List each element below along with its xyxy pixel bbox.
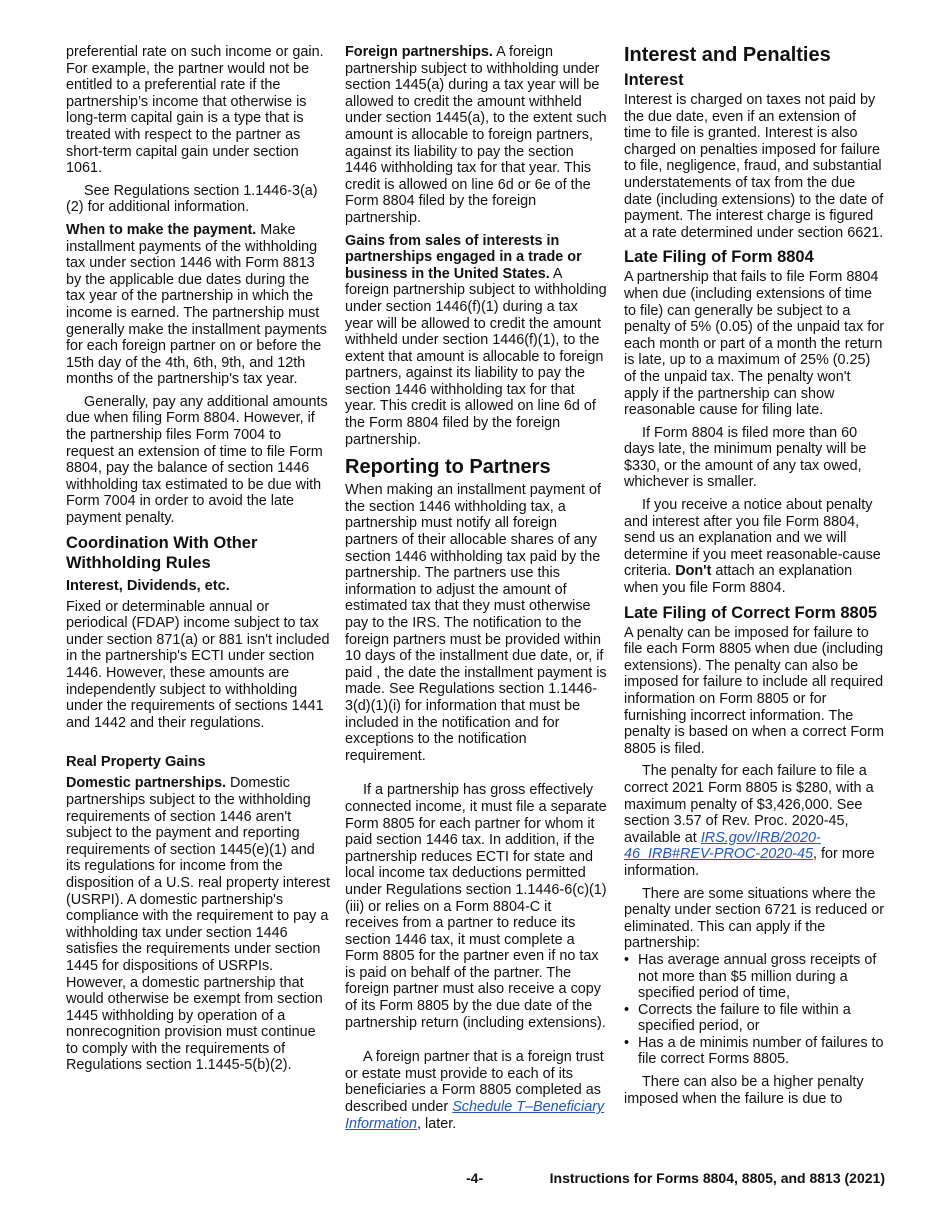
paragraph: A penalty can be imposed for failure to file each Form 8805 when due (including extensions). The penalty can also be imposed for failure to include all required information on Form 8805 or for furnishing incorrect information. The penalty is based on when a correct Form 8805 is filed.: [624, 624, 884, 757]
run-in-heading: When to make the payment.: [66, 221, 257, 238]
paragraph: [66, 222, 330, 388]
paragraph: [345, 44, 607, 227]
paragraph: Interest is charged on taxes not paid by the due date, even if an extension of time to file is granted. Interest is also charged on penalties imposed for failure to file, negligence, fraud, and substantial understatements of tax from the due date (including extensions) to the date of payment. The interest charge is figured at a rate determined under section 6621.: [624, 92, 884, 241]
page-number: -4-: [466, 1170, 484, 1186]
footer-title: Instructions for Forms 8804, 8805, and 8813 (2021): [549, 1170, 885, 1186]
paragraph: [624, 497, 886, 597]
bullet-icon: •: [624, 1034, 630, 1051]
paragraph-text: , later.: [417, 1115, 457, 1132]
section-heading-reporting: Reporting to Partners: [345, 456, 551, 479]
paragraph-text: The penalty for each failure to file a correct 2021 Form 8805 is $280, with a maximum penalty of $3,426,000. See section 3.57 of Rev. Proc. 2020-45, available at: [624, 763, 874, 846]
list-item-text: Has average annual gross receipts of not more than $5 million during a specified period of time,: [638, 951, 877, 1002]
paragraph: See Regulations section 1.1446-3(a)(2) for additional information.: [66, 182, 318, 216]
paragraph-text: attach an explanation when you file Form 8804.: [624, 563, 853, 597]
section-heading-interest-penalties: Interest and Penalties: [624, 44, 831, 66]
list-item-text: Corrects the failure to file within a specified period, or: [638, 1001, 851, 1035]
paragraph-text: Make installment payments of the withholding tax under section 1446 with Form 8813 by the applicable due dates during the tax year of the partnership in which the income is earned. The partnership must generally make the installment payments for each foreign partner on or before the 15th day of the 4th, 6th, 9th, and 12th months of the partnership's tax year.: [66, 221, 327, 388]
column-right: [624, 44, 886, 1113]
emphasis: Don't: [675, 563, 712, 580]
subheading-late-filing-8804: Late Filing of Form 8804: [624, 248, 814, 267]
paragraph-text: A foreign partnership subject to withholding under section 1446(f)(1) during a tax year will be allowed to credit the amount withheld under section 1446(f)(1), to the extent that amount is allocable to foreign partners, against its liability to pay the section 1446 withholding tax for that year. This credit is allowed on line 6d of the Form 8804 filed by the foreign partnership.: [345, 265, 607, 448]
paragraph: When making an installment payment of the section 1446 withholding tax, a partnership must notify all foreign partners of their allocable shares of any section 1446 withholding tax paid by the partnership. The partners use this information to adjust the amount of estimated tax that they must otherwise pay to the IRS. The notification to the foreign partners must be provided within 10 days of the installment due date, or, if paid , the date the installment payment is made. See Regulations section 1.1446-3(d)(1)(i) for information that must be included in the notification and for exceptions to the notification requirement.: [345, 482, 607, 764]
paragraph: There can also be a higher penalty imposed when the failure is due to: [624, 1074, 864, 1107]
bullet-icon: •: [624, 1001, 630, 1018]
paragraph: If a partnership has gross effectively connected income, it must file a separate Form 8805 for each partner for whom it paid section 1446 tax. In addition, if the partnership reduces ECTI for state and local income tax deductions permitted under Regulations section 1.1446-6(c)(1)(iii) or relies on a Form 8804-C it receives from a partner to reduce its section 1446 tax, it must complete a Form 8805 for the partner even if no tax is paid on behalf of the partner. The foreign partner must also receive a copy of its Form 8805 by the due date of the partnership return (including extensions).: [345, 782, 607, 1031]
paragraph: [66, 775, 330, 1074]
paragraph: [345, 233, 607, 449]
run-in-heading: Gains from sales of interests in partnerships engaged in a trade or business in the United States.: [345, 232, 582, 282]
subheading-real-property-gains: Real Property Gains: [66, 754, 206, 771]
irs-rev-proc-link[interactable]: IRS.gov/IRB/2020-46_IRB#REV-PROC-2020-45: [624, 829, 821, 863]
paragraph-text: If you receive a notice about penalty and interest after you file Form 8804, send us an explanation and we will determine if you meet reasonable-cause criteria.: [624, 497, 881, 580]
paragraph: Fixed or determinable annual or periodical (FDAP) income subject to tax under section 871(a) or 881 isn't included in the partnership's ECTI under section 1446. However, these amounts are independently subject to withholding under the requirements of sections 1441 and 1442 and their regulations.: [66, 598, 330, 731]
paragraph: If Form 8804 is filed more than 60 days late, the minimum penalty will be $330, or the amount of any tax owed, whichever is smaller.: [624, 424, 867, 491]
list-item: [624, 1035, 886, 1068]
subheading-interest-dividends: Interest, Dividends, etc.: [66, 577, 230, 594]
paragraph-text: , for more information.: [624, 846, 875, 879]
section-heading-coordination: Coordination With Other Withholding Rules: [66, 533, 258, 572]
paragraph: Generally, pay any additional amounts due when filing Form 8804. However, if the partnership files Form 7004 to request an extension of time to file Form 8804, pay the balance of section 1446 withholding tax estimated to be due with Form 7004 in order to avoid the late payment penalty.: [66, 393, 328, 527]
list-item-text: Has a de minimis number of failures to file correct Forms 8805.: [638, 1034, 884, 1068]
paragraph-text: A foreign partnership subject to withholding under section 1445(a) during a tax year will be allowed to credit the amount withheld under section 1445(a), to the extent such amount is allocable to foreign partners, against its liability to pay the section 1446 withholding tax for that year. This credit is allowed on line 6d or 6e of the Form 8804 filed by the foreign partnership.: [345, 44, 607, 226]
paragraph: [345, 1049, 607, 1132]
paragraph-text: A foreign partner that is a foreign trust or estate must provide to each of its beneficiaries a Form 8805 completed as described under: [345, 1049, 604, 1116]
paragraph: A partnership that fails to file Form 8804 when due (including extensions of time to file) can generally be subject to a penalty of 5% (0.05) of the unpaid tax for each month or part of a month the return is late, up to a maximum of 25% (0.25) of the unpaid tax. The penalty won't apply if the partnership can show reasonable cause for filing late.: [624, 269, 884, 419]
paragraph: preferential rate on such income or gain. For example, the partner would not be entitled to a preferential rate if the partnership’s income that otherwise is long-term capital gain is a type that is treated with respect to the partner as short-term capital gain under section 1061.: [66, 44, 324, 177]
list-item: [624, 952, 886, 1002]
run-in-heading: Foreign partnerships.: [345, 44, 493, 60]
bullet-icon: •: [624, 951, 630, 968]
paragraph: There are some situations where the penalty under section 6721 is reduced or eliminated. This can apply if the partnership:: [624, 885, 885, 952]
column-middle: [345, 44, 607, 1138]
subheading-late-filing-8805: Late Filing of Correct Form 8805: [624, 603, 878, 622]
run-in-heading: Domestic partnerships.: [66, 775, 226, 792]
paragraph-text: Domestic partnerships subject to the withholding requirements of section 1446 aren't subject to the payment and reporting requirements of section 1445(e)(1) and its regulations for income from the disposition of a U.S. real property interest (USRPI). A domestic partnership's compliance with the requirement to pay a withholding tax under section 1446 satisfies the requirements under section 1445 for dispositions of USRPIs. However, a domestic partnership that would otherwise be exempt from section 1445 withholding by operation of a nonrecognition provision must continue to comply with the requirements of Regulations section 1.1445-5(b)(2).: [66, 775, 330, 1074]
paragraph: [624, 763, 886, 879]
column-left: [66, 44, 330, 1080]
list-item: [624, 1002, 886, 1035]
schedule-t-link[interactable]: Schedule T–Beneficiary Information: [345, 1099, 605, 1132]
subheading-interest: Interest: [624, 71, 684, 89]
